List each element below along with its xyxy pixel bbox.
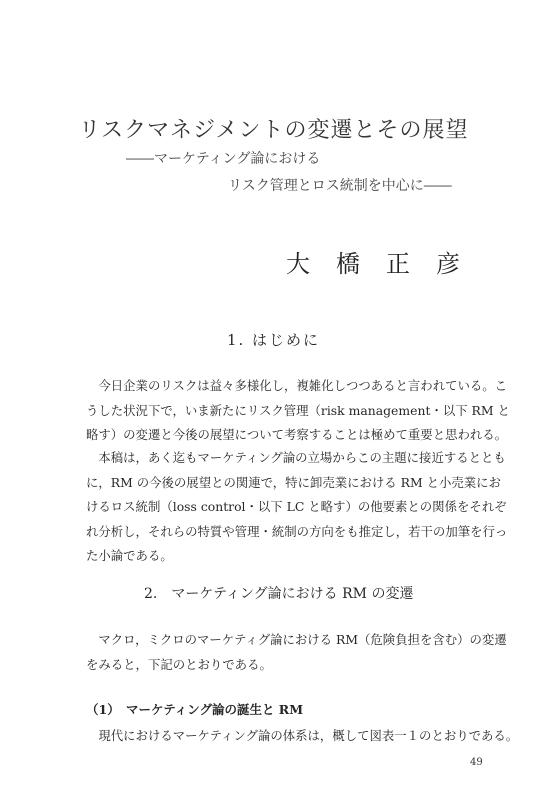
paragraph-2-line: 本稿は，あく迄もマーケティング論の立場からこの主題に接近するととも xyxy=(86,450,506,465)
paragraph-2-line: た小論である。 xyxy=(86,548,173,563)
subtitle-line-2: リスク管理とロス統制を中心に―― xyxy=(228,178,452,194)
subtitle-line-1: ――マーケティング論における xyxy=(126,151,321,167)
paragraph-2-line: けるロス統制（loss control・以下 LC と略す）の他要素との関係をそれぞ xyxy=(86,499,507,514)
section-2-heading: 2. マーケティング論における RM の変遷 xyxy=(144,586,414,602)
subsection-1-heading: （1） マーケティング論の誕生と RM xyxy=(86,702,304,717)
author-name: 大橋正彦 xyxy=(286,250,486,278)
paragraph-2 xyxy=(86,446,508,569)
paragraph-1-line: うした状況下で，いま新たにリスク管理（risk management・以下 RM と xyxy=(86,402,510,418)
paragraph-1 xyxy=(86,374,510,448)
article-title: リスクマネジメントの変遷とその展望 xyxy=(78,118,469,143)
paragraph-3 xyxy=(86,628,507,677)
paragraph-1-line: 今日企業のリスクは益々多様化し，複雑化しつつあると言われている。こ xyxy=(86,378,508,393)
paragraph-3-line: マクロ，ミクロのマーケティグ論における RM（危険負担を含む）の変遷 xyxy=(86,632,507,647)
paragraph-2-line: れ分析し，それらの特質や管理・統制の方向をも推定し，若干の加筆を行っ xyxy=(86,523,508,539)
paragraph-2-line: に，RM の今後の展望との関連で，特に卸売業における RM と小売業にお xyxy=(86,474,501,490)
paragraph-1-line: 略す）の変遷と今後の展望について考察することは極めて重要と思われる。 xyxy=(86,427,508,442)
page-number: 49 xyxy=(470,757,483,768)
paragraph-3-line: をみると，下記のとおりである。 xyxy=(86,656,272,672)
paragraph-4 xyxy=(86,724,519,749)
section-1-heading: 1. はじめに xyxy=(226,331,321,349)
paragraph-4-line: 現代におけるマーケティング論の体系は，概して図表一１のとおりである。 xyxy=(86,728,519,743)
